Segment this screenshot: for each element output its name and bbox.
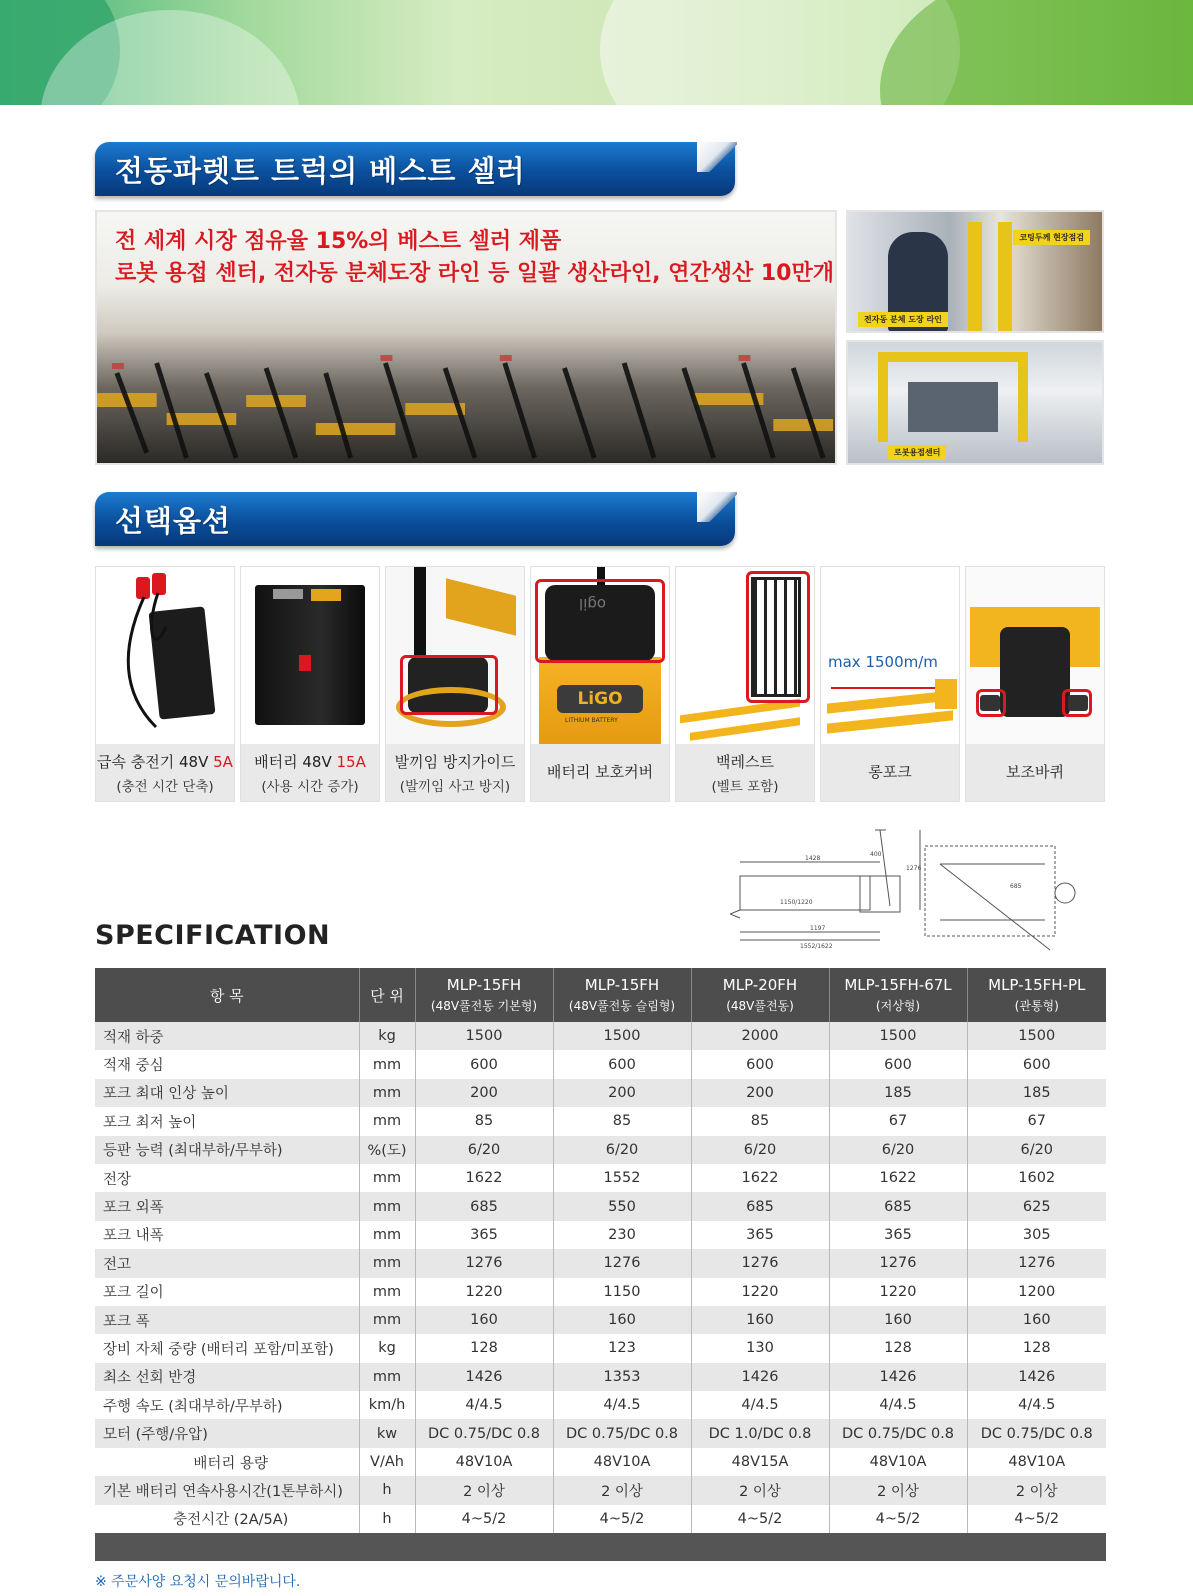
option-card-long-fork — [820, 566, 960, 802]
spec-value: 6/20 — [415, 1136, 553, 1164]
robot-welding-photo — [846, 340, 1104, 465]
spec-value: DC 0.75/DC 0.8 — [415, 1419, 553, 1447]
option-card-foot-guard — [385, 566, 525, 802]
table-row — [95, 1221, 1106, 1249]
table-row — [95, 1079, 1106, 1107]
spec-value: 185 — [829, 1079, 967, 1107]
spec-value: 6/20 — [967, 1136, 1106, 1164]
spec-item: 기본 배터리 연속사용시간(1톤부하시) — [95, 1476, 359, 1504]
table-row — [95, 1192, 1106, 1220]
table-row — [95, 1363, 1106, 1391]
spec-value: 365 — [829, 1221, 967, 1249]
table-row — [95, 1306, 1106, 1334]
spec-value: 1276 — [691, 1249, 829, 1277]
spec-value: 1353 — [553, 1363, 691, 1391]
spec-value: 1426 — [415, 1363, 553, 1391]
factory-line-1: 전 세계 시장 점유율 15%의 베스트 셀러 제품 — [115, 229, 562, 254]
spec-value: 2000 — [691, 1022, 829, 1050]
option-sublabel: (발끼임 사고 방지) — [399, 778, 511, 795]
spec-item: 포크 외폭 — [95, 1192, 359, 1220]
spec-item: 포크 최저 높이 — [103, 1114, 197, 1131]
spec-unit: %(도) — [359, 1136, 415, 1164]
option-label: 급속 충전기 48V — [97, 752, 214, 771]
spec-value: 1276 — [967, 1249, 1106, 1277]
dim-label: 1276 — [906, 865, 922, 872]
spec-table — [95, 968, 1106, 1561]
spec-value: 85 — [691, 1107, 829, 1135]
spec-unit: h — [359, 1505, 415, 1533]
spec-unit: mm — [359, 1050, 415, 1078]
spec-value: DC 0.75/DC 0.8 — [967, 1419, 1106, 1447]
table-row — [95, 1278, 1106, 1306]
option-label: 백레스트 — [716, 752, 774, 771]
spec-value: 625 — [967, 1192, 1106, 1220]
option-card-charger — [95, 566, 235, 802]
dimension-drawing — [730, 810, 1100, 965]
spec-item: 모터 (주행/유압) — [95, 1419, 359, 1447]
spec-unit: mm — [359, 1164, 415, 1192]
spec-value: 2 이상 — [691, 1476, 829, 1504]
options-section-header — [95, 492, 735, 546]
option-label: 발끼임 방지가이드 — [394, 752, 516, 771]
spec-value: 600 — [829, 1050, 967, 1078]
header-model: MLP-20FH (48V풀전동) — [691, 968, 829, 1022]
spec-value: 1276 — [415, 1249, 553, 1277]
option-label: 배터리 보호커버 — [546, 762, 654, 781]
spec-value: 48V15A — [691, 1448, 829, 1476]
header-model: MLP-15FH (48V풀전동 슬림형) — [553, 968, 691, 1022]
spec-unit: mm — [359, 1192, 415, 1220]
best-seller-section-header — [95, 142, 735, 196]
option-card-battery-cover — [530, 566, 670, 802]
spec-item: 주행 속도 (최대부하/무부하) — [103, 1398, 283, 1415]
spec-value: 6/20 — [829, 1136, 967, 1164]
spec-value: 4/4.5 — [415, 1391, 553, 1419]
spec-item: 적재 하중 — [95, 1022, 359, 1050]
spec-value: 48V10A — [415, 1448, 553, 1476]
cover-text: ogil — [579, 595, 607, 613]
spec-value: 160 — [829, 1306, 967, 1334]
factory-line-2: 로봇 용접 센터, 전자동 분체도장 라인 등 일괄 생산라인, 연간생산 10만개 — [115, 261, 834, 286]
spec-value: 4~5/2 — [553, 1505, 691, 1533]
table-row — [95, 1476, 1106, 1504]
spec-value: 200 — [553, 1079, 691, 1107]
spec-value: 128 — [967, 1334, 1106, 1362]
header-unit: 단 위 — [359, 968, 415, 1022]
header-model: MLP-15FH-67L (저상형) — [829, 968, 967, 1022]
coating-tag-bottom: 전자동 분체 도장 라인 — [858, 312, 948, 327]
spec-item: 장비 자체 중량 (배터리 포함/미포함) — [103, 1341, 334, 1358]
spec-unit: mm — [359, 1306, 415, 1334]
spec-value: 1276 — [553, 1249, 691, 1277]
option-label-highlight: 15A — [336, 752, 366, 771]
trucks-illustration — [97, 333, 835, 463]
spec-unit: mm — [359, 1278, 415, 1306]
spec-value: 200 — [415, 1079, 553, 1107]
spec-value: 2 이상 — [967, 1476, 1106, 1504]
spec-value: 130 — [691, 1334, 829, 1362]
spec-unit: h — [359, 1476, 415, 1504]
spec-unit: mm — [359, 1079, 415, 1107]
table-row — [95, 1391, 1106, 1419]
spec-value: 48V10A — [829, 1448, 967, 1476]
spec-value: 1220 — [829, 1278, 967, 1306]
option-sublabel: (충전 시간 단축) — [116, 778, 214, 795]
table-row — [95, 1448, 1106, 1476]
spec-value: 85 — [553, 1107, 691, 1135]
table-row — [95, 1334, 1106, 1362]
spec-item: 포크 최대 인상 높이 — [95, 1079, 359, 1107]
option-sublabel: (벨트 포함) — [711, 778, 779, 795]
option-sublabel: (사용 시간 증가) — [261, 778, 359, 795]
table-row — [95, 1107, 1106, 1135]
spec-value: 160 — [691, 1306, 829, 1334]
dim-label: 1150/1220 — [780, 899, 813, 906]
robot-tag: 로봇용접센터 — [888, 445, 946, 460]
spec-title: SPECIFICATION — [95, 920, 331, 951]
ligo-sub: LITHIUM BATTERY — [565, 717, 618, 724]
spec-value: 230 — [553, 1221, 691, 1249]
spec-value: 365 — [415, 1221, 553, 1249]
table-row — [95, 1136, 1106, 1164]
spec-unit: kw — [359, 1419, 415, 1447]
table-row — [95, 1249, 1106, 1277]
factory-photo — [95, 210, 837, 465]
spec-value: 1200 — [967, 1278, 1106, 1306]
spec-value: 2 이상 — [829, 1476, 967, 1504]
spec-item: 전고 — [95, 1249, 359, 1277]
spec-value: 200 — [691, 1079, 829, 1107]
options-title: 선택옵션 — [115, 504, 232, 538]
spec-unit: V/Ah — [359, 1448, 415, 1476]
spec-value: 1622 — [415, 1164, 553, 1192]
spec-value: 1500 — [415, 1022, 553, 1050]
spec-value: 1150 — [553, 1278, 691, 1306]
spec-unit: mm — [359, 1221, 415, 1249]
spec-value: 1426 — [829, 1363, 967, 1391]
spec-item: 포크 길이 — [103, 1285, 164, 1302]
spec-value: 1220 — [415, 1278, 553, 1306]
spec-value: 4~5/2 — [691, 1505, 829, 1533]
spec-value: 160 — [415, 1306, 553, 1334]
spec-item: 적재 중심 — [103, 1058, 164, 1075]
table-footer-bar — [95, 1533, 1106, 1561]
dim-label: 400 — [870, 851, 882, 858]
footnote: ※ 주문사양 요청시 문의바랍니다. — [95, 1574, 301, 1590]
spec-value: 4~5/2 — [415, 1505, 553, 1533]
spec-value: 4/4.5 — [829, 1391, 967, 1419]
table-row — [95, 1164, 1106, 1192]
coating-line-photo — [846, 210, 1104, 333]
spec-unit: kg — [359, 1022, 415, 1050]
spec-value: 600 — [691, 1050, 829, 1078]
spec-value: 6/20 — [553, 1136, 691, 1164]
spec-value: 685 — [691, 1192, 829, 1220]
spec-unit: mm — [359, 1363, 415, 1391]
spec-item: 최소 선회 반경 — [95, 1363, 359, 1391]
dim-label: 685 — [1010, 883, 1022, 890]
dim-label: 1428 — [805, 855, 821, 862]
ligo-logo: LiGO — [557, 685, 643, 713]
spec-value: 1426 — [691, 1363, 829, 1391]
long-fork-label: max 1500m/m — [828, 653, 938, 671]
spec-value: 4/4.5 — [553, 1391, 691, 1419]
spec-item: 전장 — [103, 1171, 132, 1188]
spec-value: 1276 — [829, 1249, 967, 1277]
spec-value: 685 — [829, 1192, 967, 1220]
dim-label: 1197 — [810, 925, 826, 932]
spec-item: 포크 내폭 — [103, 1228, 164, 1245]
spec-item: 충전시간 (2A/5A) — [173, 1512, 289, 1529]
spec-value: 1602 — [967, 1164, 1106, 1192]
spec-value: 128 — [415, 1334, 553, 1362]
spec-value: 1622 — [691, 1164, 829, 1192]
table-row — [95, 1050, 1106, 1078]
option-card-aux-wheels — [965, 566, 1105, 802]
spec-value: 1500 — [553, 1022, 691, 1050]
spec-value: 1552 — [553, 1164, 691, 1192]
spec-value: 123 — [553, 1334, 691, 1362]
spec-unit: mm — [359, 1249, 415, 1277]
header-model: MLP-15FH (48V풀전동 기본형) — [415, 968, 553, 1022]
option-card-backrest — [675, 566, 815, 802]
spec-value: 1426 — [967, 1363, 1106, 1391]
spec-value: DC 1.0/DC 0.8 — [691, 1419, 829, 1447]
spec-value: 600 — [553, 1050, 691, 1078]
spec-value: 67 — [967, 1107, 1106, 1135]
spec-item: 배터리 용량 — [193, 1455, 269, 1472]
spec-value: 185 — [967, 1079, 1106, 1107]
best-seller-title: 전동파렛트 트럭의 베스트 셀러 — [115, 154, 526, 188]
spec-value: 365 — [691, 1221, 829, 1249]
option-card-battery — [240, 566, 380, 802]
top-banner — [0, 0, 1193, 105]
spec-value: 160 — [967, 1306, 1106, 1334]
spec-value: 2 이상 — [415, 1476, 553, 1504]
spec-value: 1500 — [967, 1022, 1106, 1050]
option-label: 배터리 48V — [254, 752, 337, 771]
spec-value: 48V10A — [553, 1448, 691, 1476]
spec-unit: mm — [359, 1107, 415, 1135]
spec-value: 2 이상 — [553, 1476, 691, 1504]
spec-header-row — [95, 968, 1106, 1022]
option-label-highlight: 5A — [213, 752, 233, 771]
spec-value: 1500 — [829, 1022, 967, 1050]
spec-value: 600 — [967, 1050, 1106, 1078]
spec-unit: kg — [359, 1334, 415, 1362]
spec-item: 포크 폭 — [95, 1306, 359, 1334]
spec-value: DC 0.75/DC 0.8 — [553, 1419, 691, 1447]
spec-value: 685 — [415, 1192, 553, 1220]
spec-value: 128 — [829, 1334, 967, 1362]
option-label: 롱포크 — [868, 762, 912, 781]
spec-unit: km/h — [359, 1391, 415, 1419]
spec-value: 600 — [415, 1050, 553, 1078]
spec-value: 67 — [829, 1107, 967, 1135]
table-row — [95, 1419, 1106, 1447]
spec-value: 85 — [415, 1107, 553, 1135]
coating-tag-top: 코팅두께 현장점검 — [1013, 230, 1090, 245]
spec-value: 160 — [553, 1306, 691, 1334]
spec-item: 등판 능력 (최대부하/무부하) — [95, 1136, 359, 1164]
header-item: 항 목 — [95, 968, 359, 1022]
table-row — [95, 1022, 1106, 1050]
header-model: MLP-15FH-PL (관통형) — [967, 968, 1106, 1022]
spec-value: 48V10A — [967, 1448, 1106, 1476]
table-row — [95, 1505, 1106, 1533]
spec-value: 4/4.5 — [967, 1391, 1106, 1419]
spec-value: 1622 — [829, 1164, 967, 1192]
spec-value: DC 0.75/DC 0.8 — [829, 1419, 967, 1447]
spec-value: 6/20 — [691, 1136, 829, 1164]
spec-value: 1220 — [691, 1278, 829, 1306]
spec-value: 305 — [967, 1221, 1106, 1249]
dim-label: 1552/1622 — [800, 943, 833, 950]
spec-value: 4~5/2 — [967, 1505, 1106, 1533]
option-label: 보조바퀴 — [1006, 762, 1064, 781]
spec-value: 4/4.5 — [691, 1391, 829, 1419]
spec-value: 4~5/2 — [829, 1505, 967, 1533]
spec-value: 550 — [553, 1192, 691, 1220]
